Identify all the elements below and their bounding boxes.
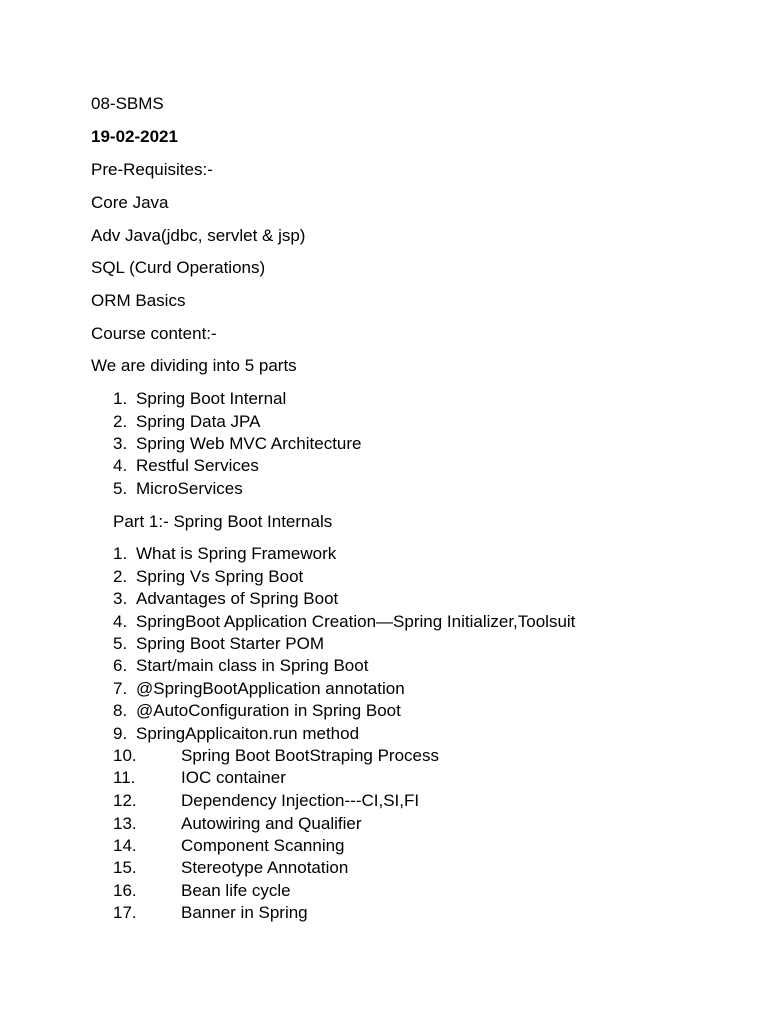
list-text: IOC container	[181, 768, 286, 787]
list-number: 15.	[113, 858, 137, 877]
list-number: 13.	[113, 814, 137, 833]
list-text: Dependency Injection---CI,SI,FI	[181, 791, 420, 810]
list-text: Autowiring and Qualifier	[181, 814, 362, 833]
list-text: Spring Boot Starter POM	[136, 634, 325, 653]
prerequisite-item: Adv Java(jdbc, servlet & jsp)	[91, 226, 306, 245]
list-text: Spring Data JPA	[136, 412, 261, 431]
list-number: 2.	[113, 412, 128, 431]
list-number: 4.	[113, 612, 128, 631]
list-number: 17.	[113, 903, 137, 922]
list-text: Stereotype Annotation	[181, 858, 349, 877]
list-text: Spring Web MVC Architecture	[136, 434, 362, 453]
list-number: 4.	[113, 456, 128, 475]
prerequisite-item: Core Java	[91, 193, 169, 212]
list-text: Restful Services	[136, 456, 259, 475]
list-number: 12.	[113, 791, 137, 810]
list-text: Component Scanning	[181, 836, 345, 855]
list-text: Spring Boot BootStraping Process	[181, 746, 439, 765]
list-text: Spring Vs Spring Boot	[136, 567, 304, 586]
list-number: 6.	[113, 656, 128, 675]
list-number: 1.	[113, 544, 128, 563]
list-number: 5.	[113, 634, 128, 653]
course-content-heading: Course content:-	[91, 324, 217, 343]
list-text: Advantages of Spring Boot	[136, 589, 339, 608]
list-text: Bean life cycle	[181, 881, 291, 900]
list-number: 10.	[113, 746, 137, 765]
part1-heading: Part 1:- Spring Boot Internals	[113, 512, 333, 531]
list-number: 9.	[113, 724, 128, 743]
list-number: 3.	[113, 589, 128, 608]
document-date: 19-02-2021	[91, 127, 178, 146]
list-number: 3.	[113, 434, 128, 453]
prerequisite-item: SQL (Curd Operations)	[91, 258, 266, 277]
prerequisite-item: ORM Basics	[91, 291, 186, 310]
list-number: 8.	[113, 701, 128, 720]
list-number: 1.	[113, 389, 128, 408]
list-number: 16.	[113, 881, 137, 900]
list-text: Spring Boot Internal	[136, 389, 287, 408]
list-text: Banner in Spring	[181, 903, 308, 922]
list-text: @AutoConfiguration in Spring Boot	[136, 701, 401, 720]
document-code: 08-SBMS	[91, 94, 164, 113]
list-number: 14.	[113, 836, 137, 855]
prerequisites-heading: Pre-Requisites:-	[91, 160, 213, 179]
course-intro: We are dividing into 5 parts	[91, 356, 297, 375]
list-number: 11.	[113, 768, 136, 787]
list-number: 2.	[113, 567, 128, 586]
list-text: @SpringBootApplication annotation	[136, 679, 405, 698]
list-number: 7.	[113, 679, 128, 698]
list-text: Start/main class in Spring Boot	[136, 656, 369, 675]
list-text: What is Spring Framework	[136, 544, 337, 563]
list-text: SpringApplicaiton.run method	[136, 724, 360, 743]
list-text: MicroServices	[136, 479, 243, 498]
list-text: SpringBoot Application Creation—Spring Initializer,Toolsuit	[136, 612, 576, 631]
list-number: 5.	[113, 479, 128, 498]
